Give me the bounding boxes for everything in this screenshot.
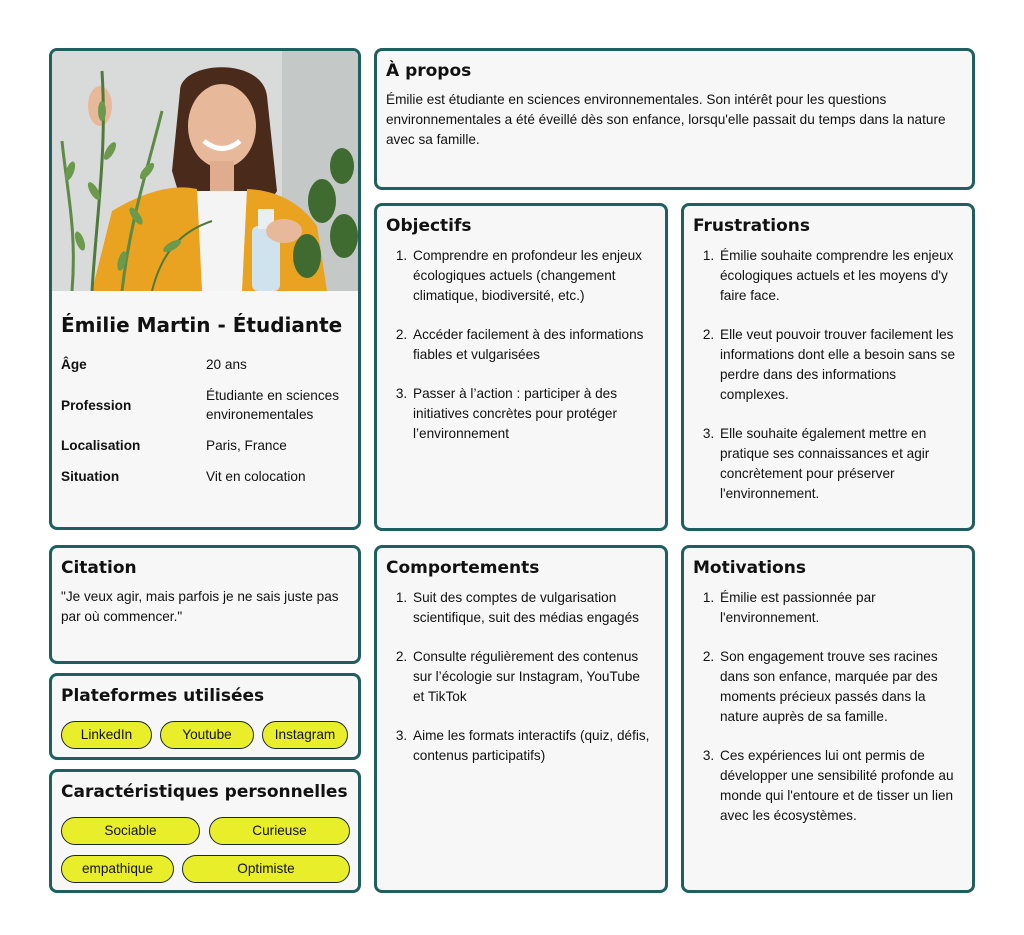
platform-tag-youtube: Youtube	[160, 721, 254, 749]
platforms-card	[49, 673, 361, 760]
profile-card	[49, 48, 361, 530]
about-card	[374, 48, 975, 190]
quote-title: Citation	[61, 558, 137, 578]
fact-situation	[61, 467, 356, 486]
fact-age	[61, 355, 356, 374]
frustrations-title: Frustrations	[693, 216, 810, 236]
fact-label: Âge	[61, 357, 87, 372]
quote-text: "Je veux agir, mais parfois je ne sais juste pas par où commencer."	[61, 589, 339, 624]
list-item: 2. Consulte régulièrement des contenus sur l’écologie sur Instagram, YouTube et TikTok	[411, 647, 651, 707]
traits-title: Caractéristiques personnelles	[61, 782, 348, 802]
platforms-title: Plateformes utilisées	[61, 686, 265, 706]
objectives-card	[374, 203, 668, 531]
trait-tag-empathique: empathique	[61, 855, 174, 883]
frustrations-list	[718, 246, 958, 504]
list-item: 3. Aime les formats interactifs (quiz, défis, contenus participatifs)	[411, 726, 651, 766]
about-text: Émilie est étudiante en sciences environnementales. Son intérêt pour les questions environnementales a été éveillé dès son enfance, lorsqu'elle passait du temps dans la nature avec sa famille.	[386, 92, 946, 147]
trait-tag-sociable: Sociable	[61, 817, 200, 845]
list-item: 1. Suit des comptes de vulgarisation scientifique, suit des médias engagés	[411, 588, 651, 628]
behaviors-list	[411, 588, 651, 766]
fact-value: 20 ans	[206, 357, 247, 372]
list-item: 1. Émilie est passionnée par l'environnement.	[718, 588, 958, 628]
quote-card	[49, 545, 361, 664]
fact-value: Étudiante en sciences environementales	[206, 388, 340, 422]
fact-label: Situation	[61, 469, 120, 484]
list-item: 3. Elle souhaite également mettre en pratique ses connaissances et agir concrètement pour préserver l'environnement.	[718, 424, 958, 504]
profile-name: Émilie Martin - Étudiante	[61, 313, 343, 337]
about-title: À propos	[386, 61, 472, 81]
trait-tag-optimiste: Optimiste	[182, 855, 350, 883]
fact-value: Paris, France	[206, 438, 287, 453]
traits-card	[49, 769, 361, 893]
fact-value: Vit en colocation	[206, 469, 306, 484]
objectives-list	[411, 246, 651, 444]
profile-facts	[61, 355, 356, 498]
motivations-title: Motivations	[693, 558, 806, 578]
behaviors-card	[374, 545, 668, 893]
motivations-card	[681, 545, 975, 893]
profile-photo-illustration	[52, 51, 358, 291]
list-item: 1. Émilie souhaite comprendre les enjeux écologiques actuels et les moyens d'y faire face.	[718, 246, 958, 306]
fact-label: Profession	[61, 397, 132, 413]
trait-tag-curieuse: Curieuse	[209, 817, 350, 845]
fact-location	[61, 436, 356, 455]
platform-tag-instagram: Instagram	[262, 721, 348, 749]
objectives-title: Objectifs	[386, 216, 472, 236]
list-item: 1. Comprendre en profondeur les enjeux écologiques actuels (changement climatique, biodiversité, etc.)	[411, 246, 651, 306]
platform-tag-linkedin: LinkedIn	[61, 721, 152, 749]
list-item: 3. Passer à l’action : participer à des initiatives concrètes pour protéger l’environnement	[411, 384, 651, 444]
list-item: 2. Son engagement trouve ses racines dans son enfance, marquée par des moments précieux passés dans la nature auprès de sa famille.	[718, 647, 958, 727]
motivations-list	[718, 588, 958, 826]
list-item: 2. Elle veut pouvoir trouver facilement les informations dont elle a besoin sans se perdre dans des informations complexes.	[718, 325, 958, 405]
fact-profession	[61, 386, 356, 424]
frustrations-card	[681, 203, 975, 531]
list-item: 2. Accéder facilement à des informations fiables et vulgarisées	[411, 325, 651, 365]
behaviors-title: Comportements	[386, 558, 540, 578]
fact-label: Localisation	[61, 438, 141, 453]
list-item: 3. Ces expériences lui ont permis de développer une sensibilité profonde au monde qui l'entoure et de tisser un lien avec les écosystèmes.	[718, 746, 958, 826]
profile-photo	[52, 51, 358, 291]
